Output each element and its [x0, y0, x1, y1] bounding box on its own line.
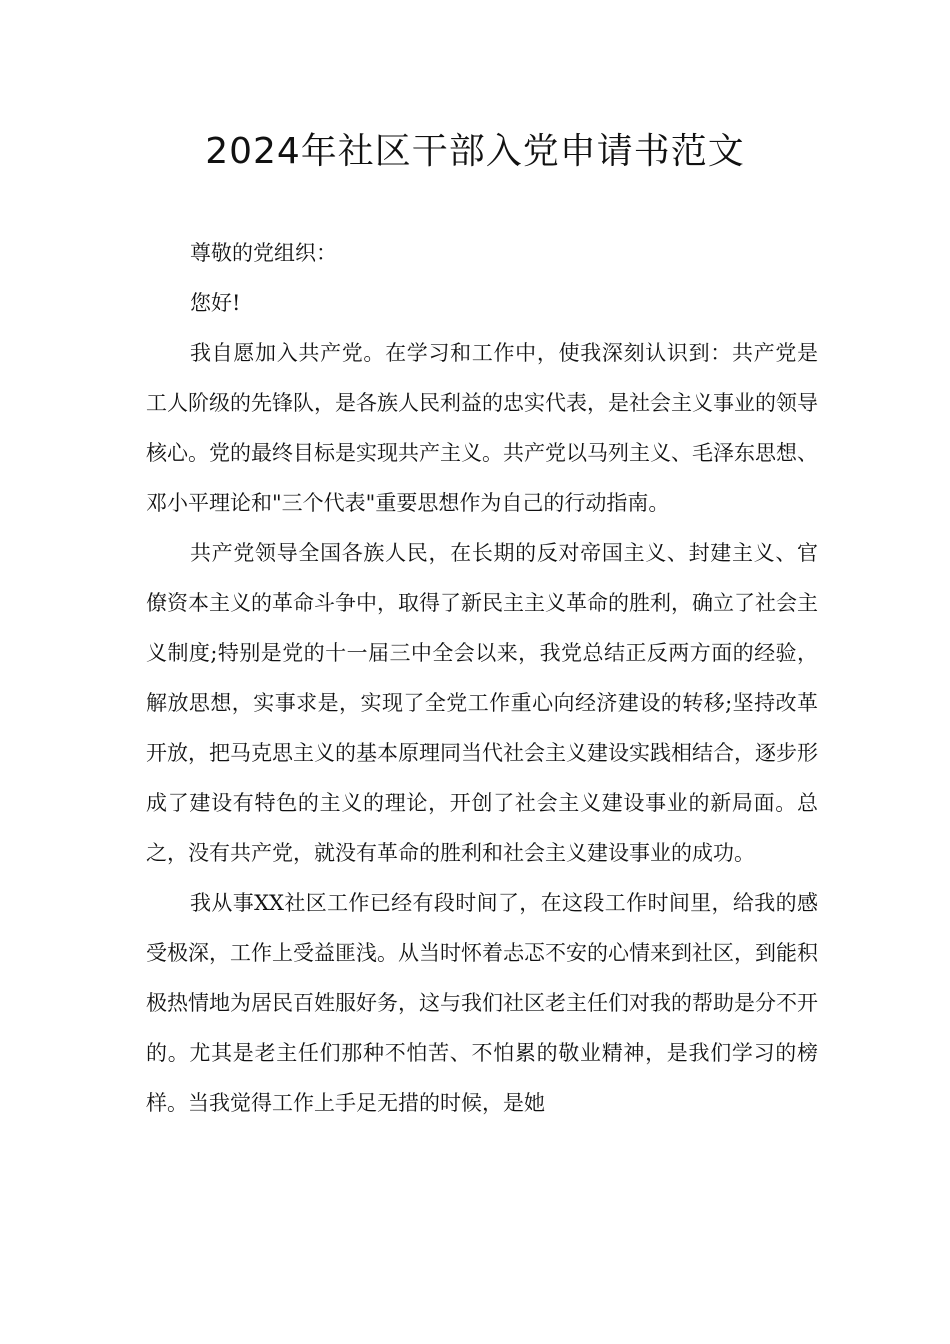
paragraph-2: 共产党领导全国各族人民，在长期的反对帝国主义、封建主义、官僚资本主义的革命斗争中，取得了新民主主义革命的胜利，确立了社会主义制度;特别是党的十一届三中全会以来，我党总结正反两方面的经验，解放思想，实事求是，实现了全党工作重心向经济建设的转移;坚持改革开放，把马克思主义的基本原理同当代社会主义建设实践相结合，逐步形成了建设有特色的主义的理论，开创了社会主义建设事业的新局面。总之，没有共产党，就没有革命的胜利和社会主义建设事业的成功。 — [146, 541, 818, 865]
paragraph-3: 我从事XX社区工作已经有段时间了，在这段工作时间里，给我的感受极深，工作上受益匪浅。从当时怀着忐忑不安的心情来到社区，到能积极热情地为居民百姓服好务，这与我们社区老主任们对我的帮助是分不开的。尤其是老主任们那种不怕苦、不怕累的敬业精神，是我们学习的榜样。当我觉得工作上手足无措的时候，是她 — [146, 891, 818, 1115]
greeting: 您好! — [190, 291, 241, 315]
paragraph-1: 我自愿加入共产党。在学习和工作中，使我深刻认识到：共产党是工人阶级的先锋队，是各族人民利益的忠实代表，是社会主义事业的领导核心。党的最终目标是实现共产主义。共产党以马列主义、毛泽东思想、邓小平理论和"三个代表"重要思想作为自己的行动指南。 — [146, 341, 818, 515]
document-body — [146, 228, 818, 1128]
document-title: 2024年社区干部入党申请书范文 — [205, 131, 745, 172]
salutation: 尊敬的党组织： — [190, 241, 337, 265]
